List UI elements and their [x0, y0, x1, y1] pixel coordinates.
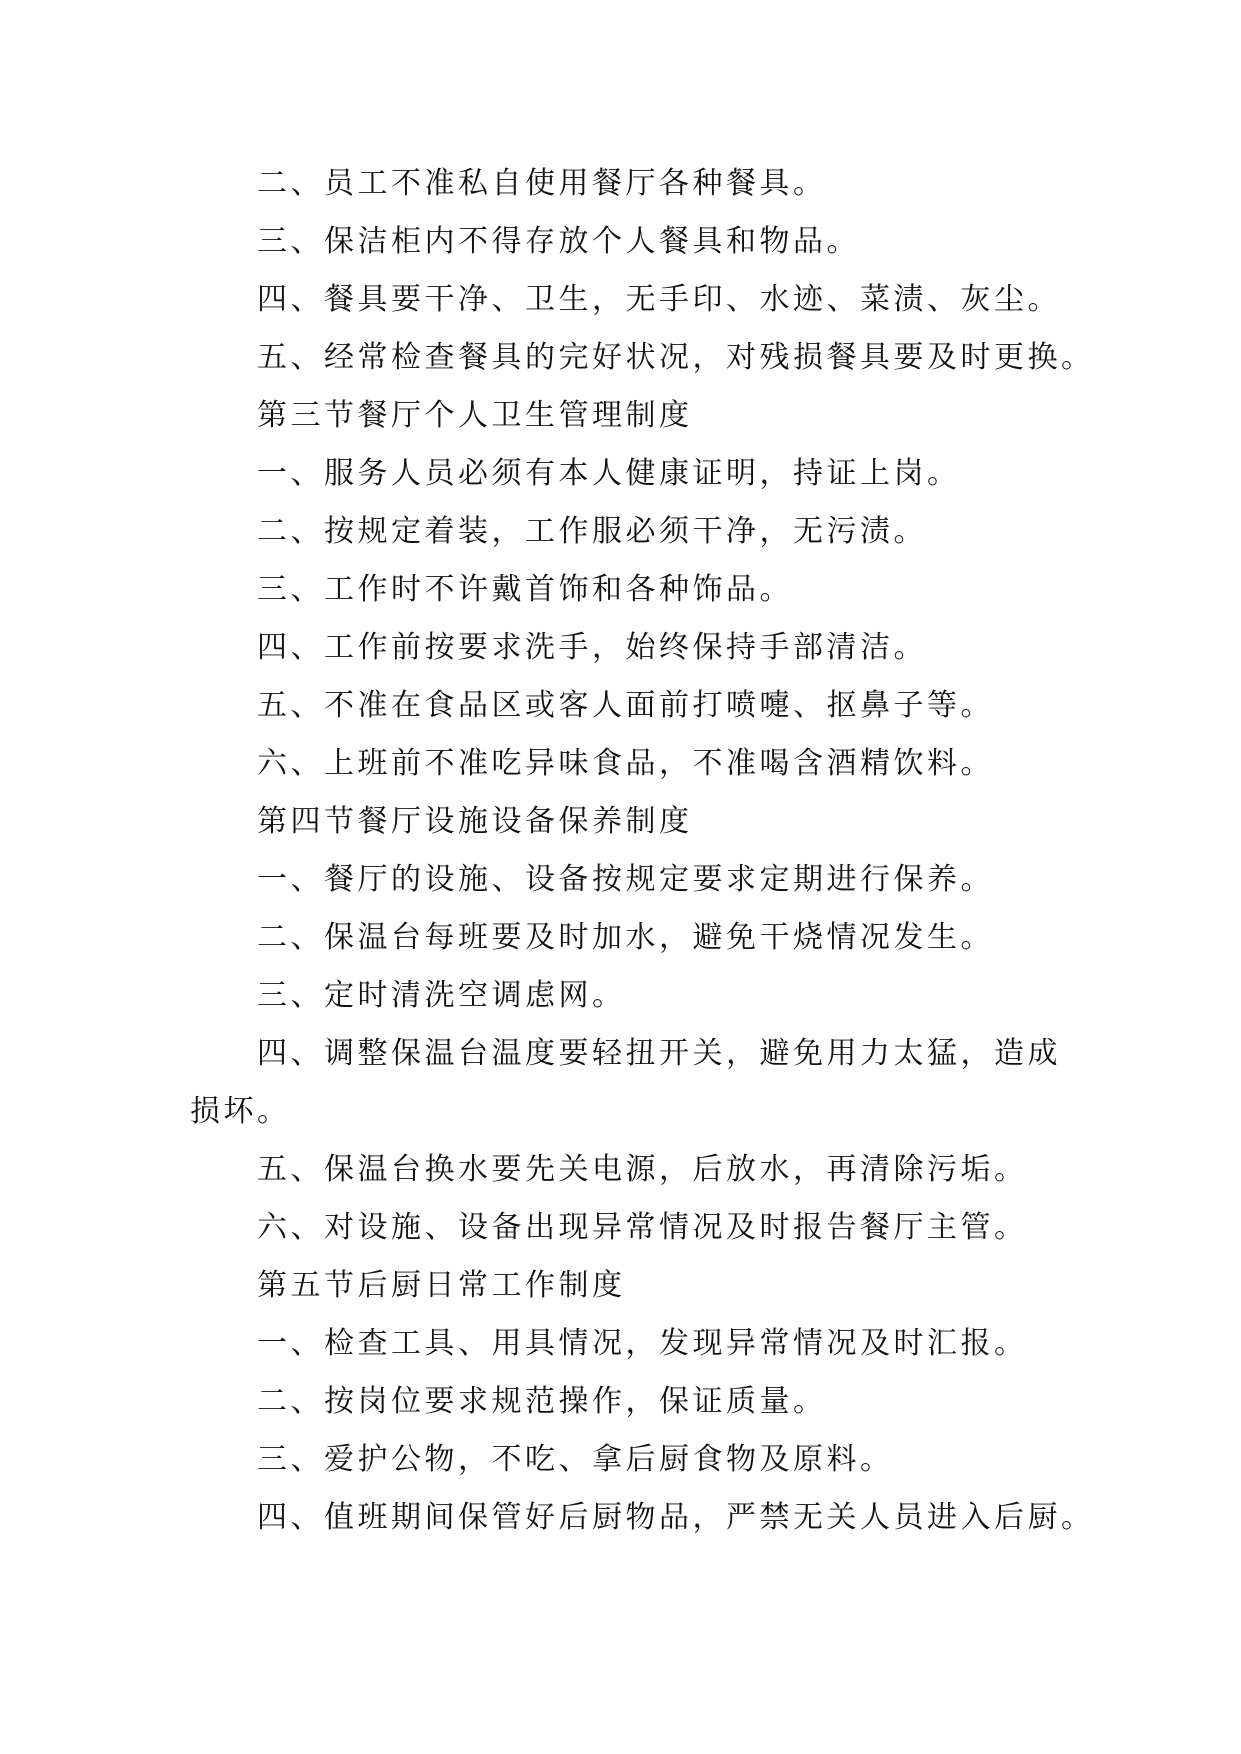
paragraph-line: 六、对设施、设备出现异常情况及时报告餐厅主管。: [257, 1210, 1028, 1245]
paragraph-line: 二、按规定着装，工作服必须干净，无污渍。: [257, 514, 927, 549]
section-heading: 第三节餐厅个人卫生管理制度: [257, 398, 693, 433]
paragraph-line: 三、定时清洗空调虑网。: [257, 978, 626, 1013]
paragraph-line: 五、经常检查餐具的完好状况，对残损餐具要及时更换。: [257, 340, 1095, 375]
paragraph-line: 二、按岗位要求规范操作，保证质量。: [257, 1384, 827, 1419]
paragraph-line: 三、保洁柜内不得存放个人餐具和物品。: [257, 224, 860, 259]
paragraph-line: 四、工作前按要求洗手，始终保持手部清洁。: [257, 630, 927, 665]
paragraph-line: 三、爱护公物，不吃、拿后厨食物及原料。: [257, 1442, 894, 1477]
paragraph-line: 一、服务人员必须有本人健康证明，持证上岗。: [257, 456, 961, 491]
paragraph-line: 四、值班期间保管好后厨物品，严禁无关人员进入后厨。: [257, 1500, 1095, 1535]
document-body: [190, 155, 1095, 1547]
paragraph-line: 一、餐厅的设施、设备按规定要求定期进行保养。: [257, 862, 994, 897]
section-heading: 第四节餐厅设施设备保养制度: [257, 804, 693, 839]
paragraph-line: 四、调整保温台温度要轻扭开关，避免用力太猛，造成损坏。: [190, 1036, 1061, 1129]
paragraph-line: 五、不准在食品区或客人面前打喷嚏、抠鼻子等。: [257, 688, 994, 723]
paragraph-line: 六、上班前不准吃异味食品，不准喝含酒精饮料。: [257, 746, 994, 781]
paragraph-line: 二、保温台每班要及时加水，避免干烧情况发生。: [257, 920, 994, 955]
paragraph-line: 四、餐具要干净、卫生，无手印、水迹、菜渍、灰尘。: [257, 282, 1061, 317]
paragraph-line: 一、检查工具、用具情况，发现异常情况及时汇报。: [257, 1326, 1028, 1361]
paragraph-line: 三、工作时不许戴首饰和各种饰品。: [257, 572, 793, 607]
section-heading: 第五节后厨日常工作制度: [257, 1268, 626, 1303]
paragraph-line: 五、保温台换水要先关电源，后放水，再清除污垢。: [257, 1152, 1028, 1187]
paragraph-line: 二、员工不准私自使用餐厅各种餐具。: [257, 166, 827, 201]
